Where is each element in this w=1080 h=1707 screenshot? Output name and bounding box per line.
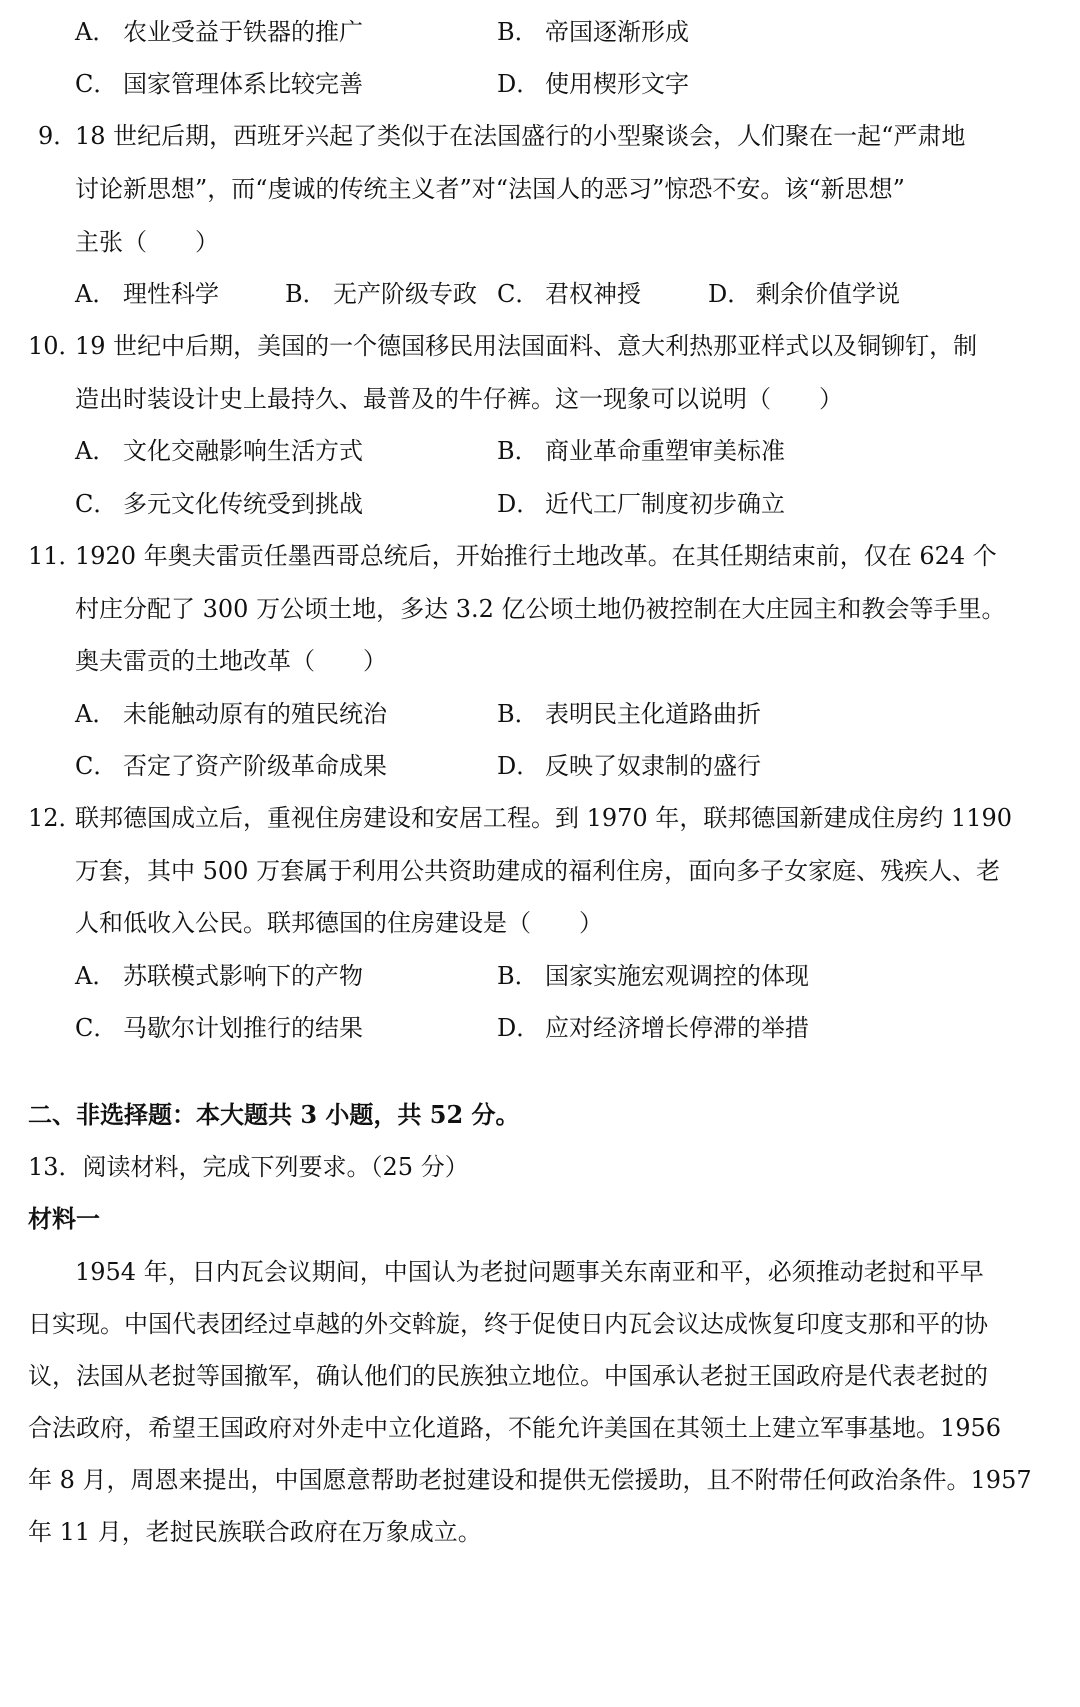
q9-stem-line-3: 主张（ ） <box>75 228 219 256</box>
q11-stem-line-2: 村庄分配了 300 万公顷土地，多达 3.2 亿公顷土地仍被控制在大庄园主和教会等手里。 <box>75 595 1006 623</box>
q12-stem-line-1: 联邦德国成立后，重视住房建设和安居工程。到 1970 年，联邦德国新建成住房约 1190 <box>75 804 1013 832</box>
q12-stem-line-2: 万套，其中 500 万套属于利用公共资助建成的福利住房，面向多子女家庭、残疾人、老 <box>75 857 1001 885</box>
material-1-line-5: 年 8 月，周恩来提出，中国愿意帮助老挝建设和提供无偿援助，且不附带任何政治条件。1957 <box>28 1466 1032 1494</box>
q10-option-b: B． 商业革命重塑审美标准 <box>497 437 785 465</box>
material-1-title: 材料一 <box>28 1204 100 1233</box>
material-1-line-6: 年 11 月，老挝民族联合政府在万象成立。 <box>28 1518 482 1546</box>
section-2-heading: 二、非选择题：本大题共 3 小题，共 52 分。 <box>28 1100 520 1129</box>
q12-option-d: D． 应对经济增长停滞的举措 <box>497 1014 809 1042</box>
q12-option-c: C． 马歇尔计划推行的结果 <box>75 1014 363 1042</box>
q9-number: 9． <box>38 122 78 150</box>
q9-option-a: A． 理性科学 <box>75 280 219 308</box>
q12-stem-line-3: 人和低收入公民。联邦德国的住房建设是（ ） <box>75 909 603 937</box>
q10-stem-line-1: 19 世纪中后期，美国的一个德国移民用法国面料、意大利热那亚样式以及铜铆钉，制 <box>75 332 978 360</box>
q10-option-d: D． 近代工厂制度初步确立 <box>497 490 785 518</box>
q9-option-d: D． 剩余价值学说 <box>708 280 900 308</box>
q10-number: 10． <box>28 332 83 360</box>
q10-option-a: A． 文化交融影响生活方式 <box>75 437 363 465</box>
q8-option-b: B． 帝国逐渐形成 <box>497 18 689 46</box>
material-1-line-1: 1954 年，日内瓦会议期间，中国认为老挝问题事关东南亚和平，必须推动老挝和平早 <box>75 1258 984 1286</box>
q11-option-d: D． 反映了奴隶制的盛行 <box>497 752 761 780</box>
q11-option-b: B． 表明民主化道路曲折 <box>497 700 761 728</box>
q9-option-c: C． 君权神授 <box>497 280 641 308</box>
q11-option-c: C． 否定了资产阶级革命成果 <box>75 752 387 780</box>
material-1-line-4: 合法政府，希望王国政府对外走中立化道路，不能允许美国在其领土上建立军事基地。1956 <box>28 1414 1002 1442</box>
q11-stem-line-3: 奥夫雷贡的土地改革（ ） <box>75 647 387 675</box>
q8-option-c: C． 国家管理体系比较完善 <box>75 70 363 98</box>
q9-stem-line-1: 18 世纪后期，西班牙兴起了类似于在法国盛行的小型聚谈会，人们聚在一起“严肃地 <box>75 122 966 150</box>
q8-option-d: D． 使用楔形文字 <box>497 70 689 98</box>
material-1-line-3: 议，法国从老挝等国撤军，确认他们的民族独立地位。中国承认老挝王国政府是代表老挝的 <box>28 1362 988 1390</box>
q10-option-c: C． 多元文化传统受到挑战 <box>75 490 363 518</box>
q11-number: 11． <box>28 542 83 570</box>
q11-stem-line-1: 1920 年奥夫雷贡任墨西哥总统后，开始推行土地改革。在其任期结束前，仅在 624 个 <box>75 542 997 570</box>
q9-option-b: B． 无产阶级专政 <box>285 280 477 308</box>
q11-option-a: A． 未能触动原有的殖民统治 <box>75 700 387 728</box>
q13-prompt: 13．阅读材料，完成下列要求。（25 分） <box>28 1153 469 1181</box>
q8-option-a: A． 农业受益于铁器的推广 <box>75 18 363 46</box>
q10-stem-line-2: 造出时装设计史上最持久、最普及的牛仔裤。这一现象可以说明（ ） <box>75 385 843 413</box>
q12-option-a: A． 苏联模式影响下的产物 <box>75 962 363 990</box>
q12-option-b: B． 国家实施宏观调控的体现 <box>497 962 809 990</box>
material-1-line-2: 日实现。中国代表团经过卓越的外交斡旋，终于促使日内瓦会议达成恢复印度支那和平的协 <box>28 1310 988 1338</box>
q9-stem-line-2: 讨论新思想”，而“虔诚的传统主义者”对“法国人的恶习”惊恐不安。该“新思想” <box>75 175 905 203</box>
q12-number: 12． <box>28 804 83 832</box>
